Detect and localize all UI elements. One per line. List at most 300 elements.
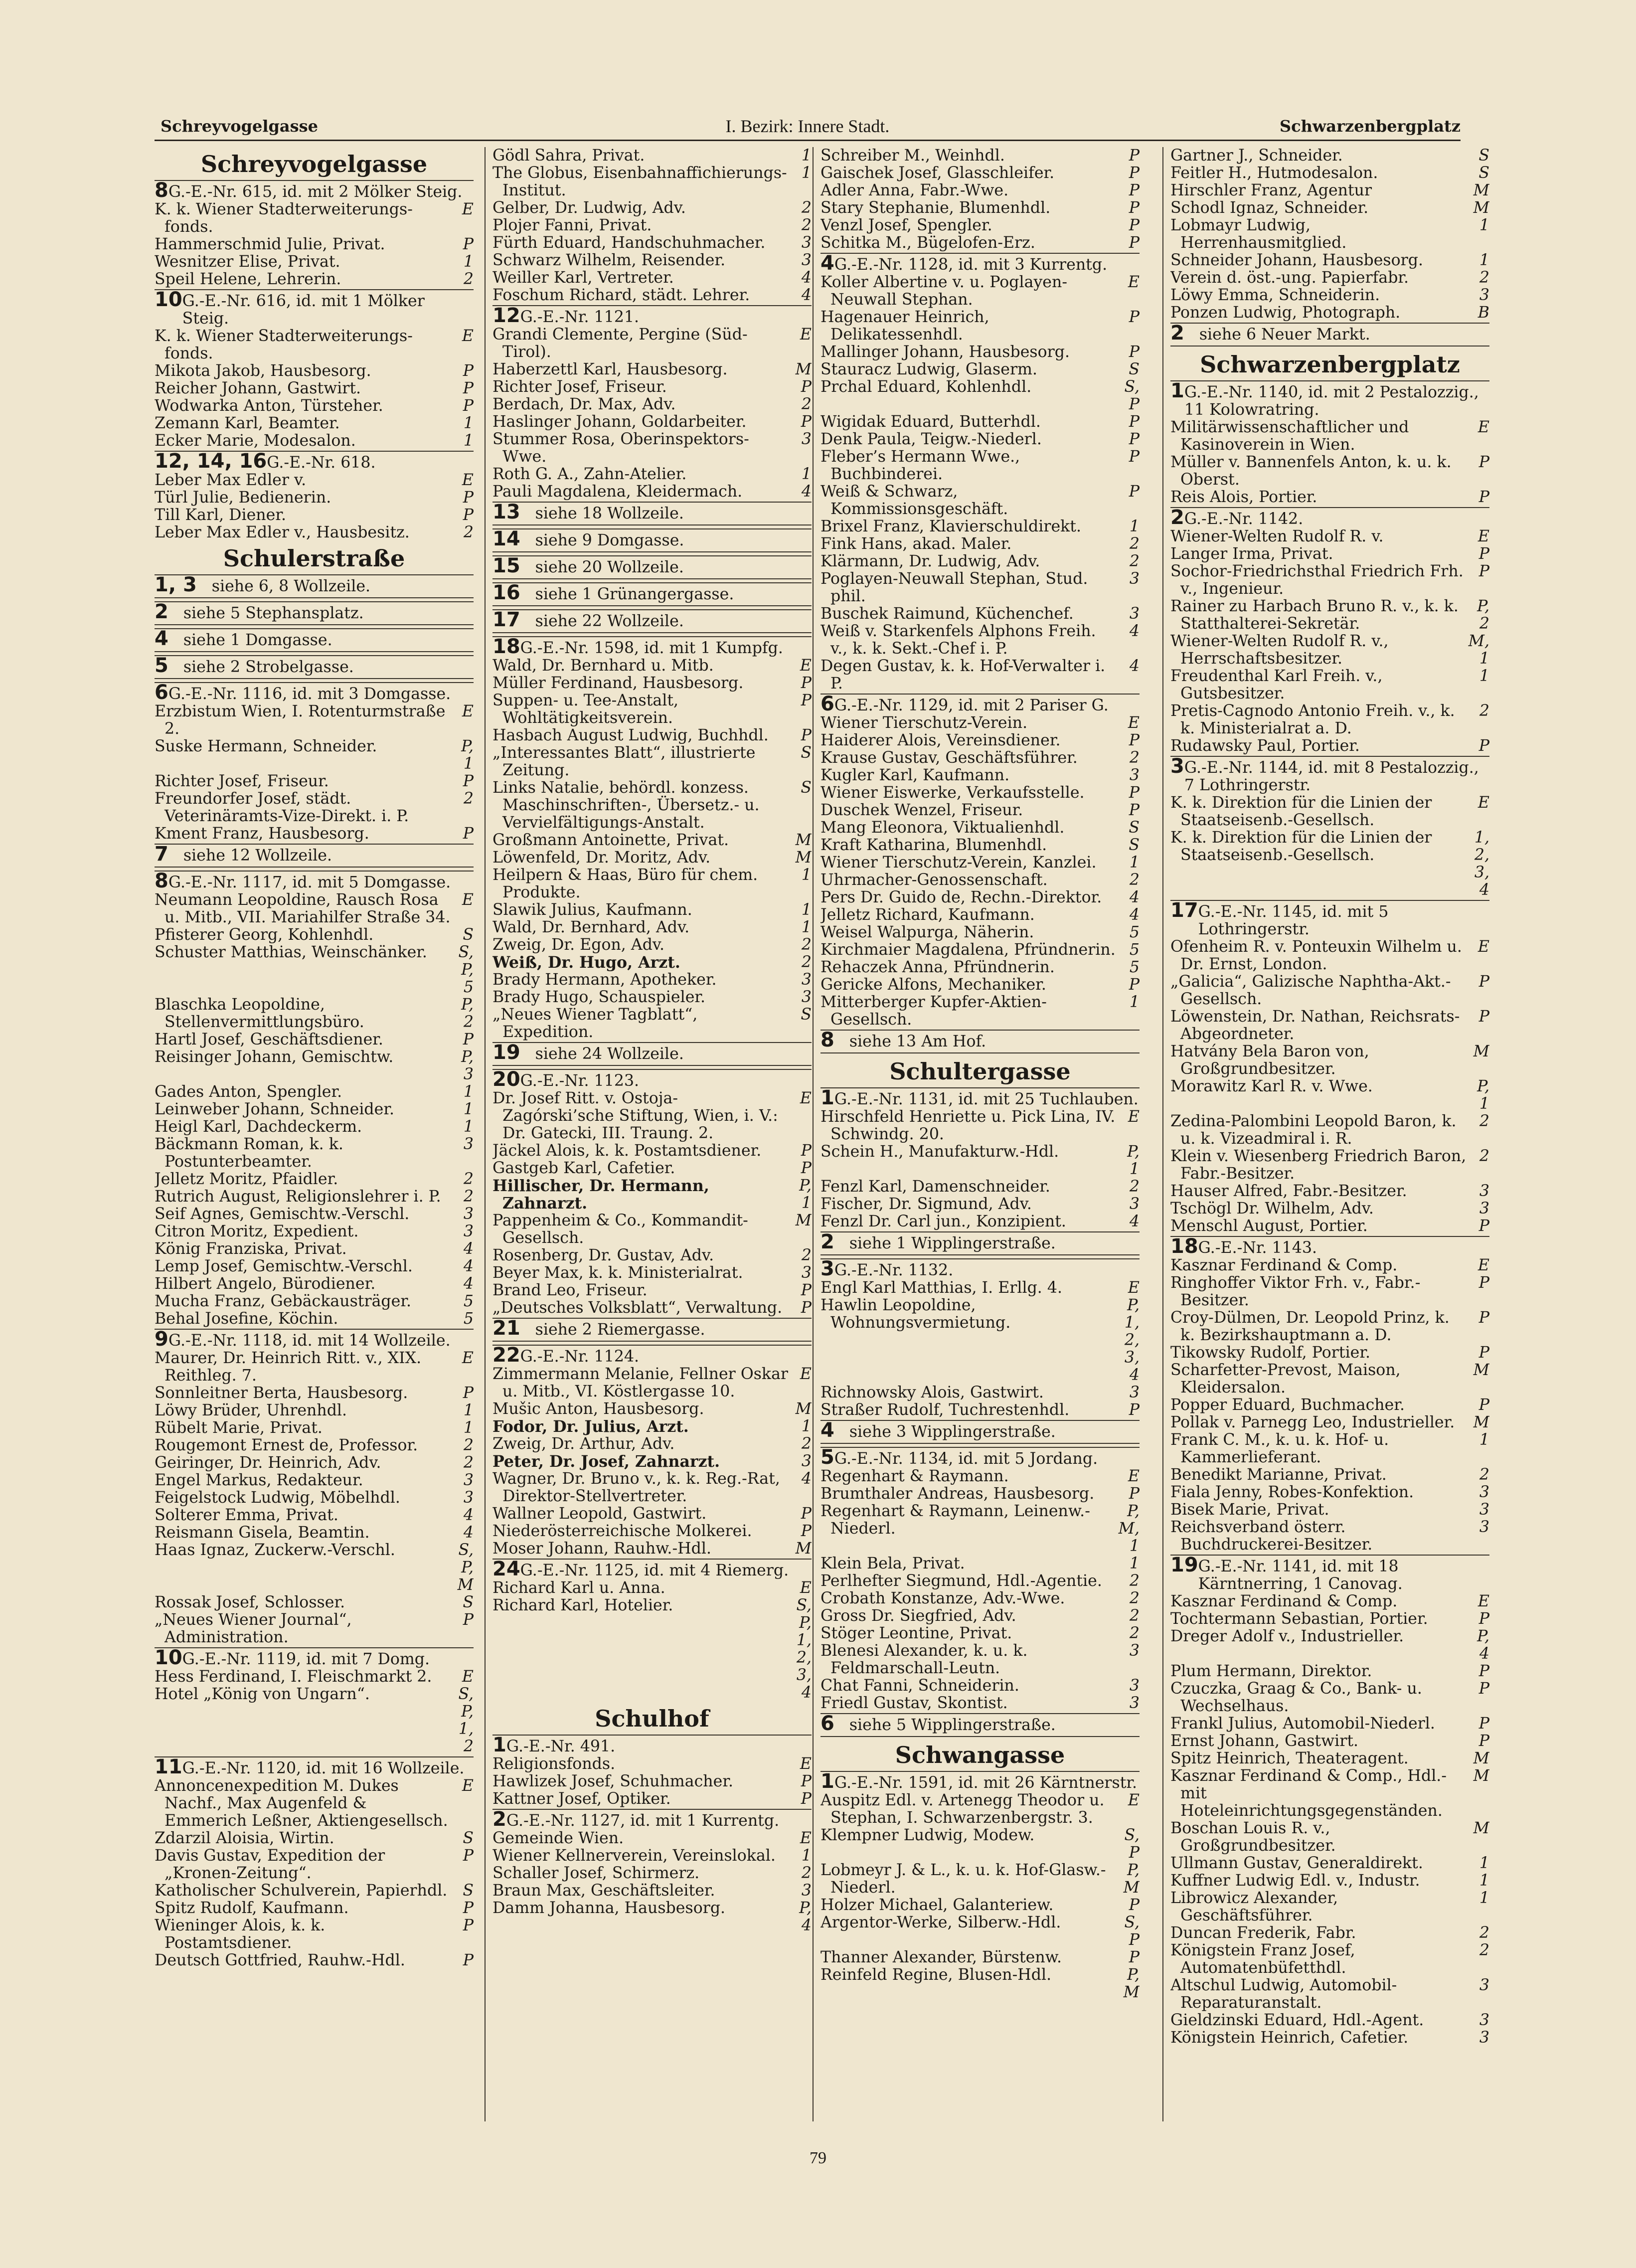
floor-code: 2 <box>1129 552 1140 570</box>
floor-code: 1 <box>801 918 812 936</box>
reference-text: siehe 2 Riemergasse. <box>535 1321 705 1339</box>
resident-name: Jelletz Moritz, Pfaidler. <box>155 1170 338 1188</box>
resident-name: Spitz Rudolf, Kaufmann. <box>155 1899 349 1917</box>
cross-reference <box>820 1420 1140 1444</box>
floor-code: P, M <box>1123 1861 1140 1897</box>
floor-code: M <box>1473 1413 1489 1431</box>
floor-code: E <box>1128 1279 1140 1297</box>
floor-code: M <box>1473 199 1489 217</box>
resident-name: Geiringer, Dr. Heinrich, Adv. <box>155 1454 381 1472</box>
resident-entry <box>155 1524 474 1542</box>
resident-name: Uhrmacher-Genossenschaft. <box>820 871 1048 889</box>
resident-name: Langer Irma, Privat. <box>1170 545 1333 563</box>
resident-name: Grandi Clemente, Pergine (Süd-Tirol). <box>492 326 748 361</box>
cross-reference <box>820 1030 1140 1053</box>
resident-entry <box>155 1917 474 1952</box>
house-register: G.-E.-Nr. 1118, id. mit 14 Wollzeile. <box>168 1332 451 1350</box>
resident-entry <box>820 749 1140 767</box>
resident-name: Lobmeyr J. & L., k. u. k. Hof-Glasw.-Niederl. <box>820 1861 1106 1897</box>
resident-name: Weiß, Dr. Hugo, Arzt. <box>492 953 680 972</box>
resident-name: Kasznar Ferdinand & Comp., Hdl.- mit Hoteleinrichtungsgegenständen. <box>1170 1767 1447 1820</box>
resident-name: Popper Eduard, Buchmacher. <box>1170 1396 1405 1414</box>
resident-name: Haberzettl Karl, Hausbesorg. <box>492 360 728 378</box>
house-entry <box>492 636 812 657</box>
floor-code: S, P, 5 <box>458 943 474 996</box>
floor-code: S, P, 1, 2 <box>458 1685 474 1755</box>
resident-entry <box>820 234 1140 252</box>
resident-entry <box>492 1882 812 1900</box>
floor-code: S <box>463 1829 474 1847</box>
resident-name: Speil Helene, Lehrerin. <box>155 270 341 288</box>
resident-entry <box>820 1695 1140 1712</box>
resident-entry <box>1170 1113 1489 1148</box>
floor-code: P <box>1129 199 1140 217</box>
page-number: 79 <box>810 2149 826 2167</box>
house-register: G.-E.-Nr. 1142. <box>1184 510 1304 528</box>
floor-code: E <box>462 702 474 720</box>
resident-name: Hatvány Bela Baron von, Großgrundbesitzer. <box>1170 1043 1369 1078</box>
resident-name: Frank C. M., k. u. k. Hof- u. Kammerlieferant. <box>1170 1431 1389 1466</box>
house-entry <box>155 1756 474 1777</box>
floor-code: P, M <box>1123 1966 1140 2001</box>
floor-code: S, P, M <box>457 1541 474 1594</box>
floor-code: P <box>1478 737 1489 755</box>
resident-name: Hartl Josef, Geschäftsdiener. <box>155 1031 383 1048</box>
resident-entry <box>820 924 1140 941</box>
resident-entry <box>820 872 1140 889</box>
resident-name: Richnowsky Alois, Gastwirt. <box>820 1384 1044 1401</box>
resident-name: Schodl Ignaz, Schneider. <box>1170 199 1369 217</box>
resident-name: Reis Alois, Portier. <box>1170 488 1317 506</box>
resident-name: Schaller Josef, Schirmerz. <box>492 1864 700 1882</box>
resident-entry <box>820 1503 1140 1555</box>
resident-entry <box>155 773 474 790</box>
resident-name: Davis Gustav, Expedition der „Kronen-Zeitung“. <box>155 1847 385 1882</box>
house-register: G.-E.-Nr. 1143. <box>1198 1239 1317 1257</box>
resident-name: Czuczka, Graag & Co., Bank- u. Wechselhaus. <box>1170 1680 1422 1715</box>
house-number: 15 <box>492 554 520 577</box>
resident-entry <box>492 971 812 989</box>
street-heading: Schwangasse <box>895 1742 1065 1768</box>
house-number: 1, 3 <box>155 573 197 596</box>
floor-code: 2 <box>1129 535 1140 553</box>
floor-code: E <box>462 1668 474 1686</box>
floor-code: 2 <box>463 523 474 541</box>
reference-text: siehe 2 Strobelgasse. <box>183 658 354 676</box>
resident-name: Klempner Ludwig, Modew. <box>820 1826 1035 1844</box>
resident-name: Hess Ferdinand, I. Fleischmarkt 2. <box>155 1668 432 1686</box>
street-heading: Schreyvogelgasse <box>200 151 428 177</box>
resident-name: Stary Stephanie, Blumenhdl. <box>820 199 1051 217</box>
resident-name: Kment Franz, Hausbesorg. <box>155 825 369 843</box>
floor-code: 2 <box>1479 702 1489 720</box>
resident-name: Hotel „König von Ungarn“. <box>155 1685 370 1703</box>
resident-name: Hammerschmid Julie, Privat. <box>155 235 385 253</box>
resident-name: Duncan Frederik, Fabr. <box>1170 1924 1356 1942</box>
resident-name: K. k. Wiener Stadterweiterungs-fonds. <box>155 200 413 236</box>
resident-entry <box>820 1196 1140 1213</box>
floor-code: 4 <box>463 1275 474 1293</box>
resident-name: Croy-Dülmen, Dr. Leopold Prinz, k. k. Bezirkshauptmann a. D. <box>1170 1309 1450 1344</box>
directory-column-3 <box>820 147 1140 2121</box>
resident-name: Ullmann Gustav, Generaldirekt. <box>1170 1854 1423 1872</box>
resident-name: „Neues Wiener Journal“, Administration. <box>155 1611 352 1646</box>
resident-entry <box>155 489 474 507</box>
resident-entry <box>155 253 474 271</box>
floor-code: 2 <box>1129 871 1140 889</box>
resident-name: Menschl August, Portier. <box>1170 1217 1368 1235</box>
resident-entry <box>492 147 812 165</box>
resident-name: Zedina-Palombini Leopold Baron, k. u. k. Vizeadmiral i. R. <box>1170 1112 1457 1148</box>
resident-entry <box>820 274 1140 309</box>
floor-code: P <box>801 1790 812 1808</box>
floor-code: S <box>1129 836 1140 854</box>
resident-entry <box>492 1847 812 1865</box>
resident-name: Gastgeb Karl, Cafetier. <box>492 1159 675 1177</box>
house-register: G.-E.-Nr. 616, id. mit 1 Mölker Steig. <box>182 292 425 328</box>
floor-code: P <box>801 1142 812 1160</box>
resident-entry <box>1170 1767 1489 1820</box>
floor-code: E <box>1128 1791 1140 1809</box>
resident-entry <box>1170 702 1489 737</box>
resident-entry <box>492 1177 812 1212</box>
resident-entry <box>492 361 812 378</box>
resident-entry <box>820 1143 1140 1178</box>
resident-name: Kraft Katharina, Blumenhdl. <box>820 836 1047 854</box>
resident-entry <box>820 1607 1140 1625</box>
resident-entry <box>820 994 1140 1029</box>
resident-entry <box>820 784 1140 802</box>
floor-code: 4 <box>1129 1213 1140 1230</box>
floor-code: 2 <box>1479 269 1489 287</box>
floor-code: 2 <box>1129 1624 1140 1642</box>
resident-name: Weiß & Schwarz, Kommissionsgeschäft. <box>820 483 1008 518</box>
floor-code: 2 <box>801 1435 812 1453</box>
floor-code: P <box>1478 973 1489 991</box>
floor-code: P <box>1478 562 1489 580</box>
floor-code: E <box>1477 1256 1489 1274</box>
floor-code: E <box>800 1829 812 1847</box>
resident-name: Wesnitzer Elise, Privat. <box>155 253 340 271</box>
resident-name: Till Karl, Diener. <box>155 506 287 524</box>
cross-reference <box>155 601 474 625</box>
resident-entry <box>1170 1820 1489 1855</box>
floor-code: M <box>1473 1043 1489 1060</box>
house-register: G.-E.-Nr. 1129, id. mit 2 Pariser G. <box>834 697 1109 714</box>
cross-reference <box>155 628 474 652</box>
resident-entry <box>1170 2029 1489 2047</box>
reference-text: siehe 6 Neuer Markt. <box>1199 326 1370 344</box>
resident-name: Reisinger Johann, Gemischtw. <box>155 1048 394 1066</box>
street-heading: Schultergasse <box>889 1058 1071 1085</box>
resident-name: Boschan Louis R. v., Großgrundbesitzer. <box>1170 1819 1336 1855</box>
floor-code: 1 <box>801 147 812 165</box>
resident-name: Wiener Tierschutz-Verein. <box>820 714 1028 732</box>
floor-code: P <box>463 1384 474 1402</box>
floor-code: 4 <box>1129 657 1140 675</box>
floor-code: S <box>801 1006 812 1024</box>
floor-code: M <box>1473 1767 1489 1785</box>
resident-entry <box>1170 199 1489 217</box>
resident-entry <box>155 397 474 415</box>
floor-code: 1 <box>801 1417 812 1435</box>
resident-name: Haslinger Johann, Goldarbeiter. <box>492 413 747 431</box>
resident-name: Religionsfonds. <box>492 1755 616 1773</box>
floor-code: E <box>462 327 474 345</box>
resident-entry <box>820 1949 1140 1966</box>
resident-entry <box>820 344 1140 361</box>
floor-code: E <box>462 891 474 909</box>
floor-code: 4 <box>1129 888 1140 906</box>
resident-name: Wiener-Welten Rudolf R. v. <box>1170 527 1384 545</box>
floor-code: 1 <box>1479 1431 1489 1449</box>
resident-entry <box>155 472 474 489</box>
floor-code: P <box>1129 147 1140 165</box>
floor-code: S <box>801 744 812 762</box>
house-entry <box>1170 507 1489 528</box>
floor-code: E <box>800 1755 812 1773</box>
resident-entry <box>492 1006 812 1041</box>
resident-entry <box>820 1642 1140 1677</box>
floor-code: P, 4 <box>799 1899 812 1934</box>
header-district: I. Bezirk: Innere Stadt. <box>725 116 890 136</box>
resident-name: Gödl Sahra, Privat. <box>492 147 645 165</box>
house-register: G.-E.-Nr. 1145, id. mit 5 Lothringerstr. <box>1198 903 1389 938</box>
resident-name: Hauser Alfred, Fabr.-Besitzer. <box>1170 1182 1407 1200</box>
resident-entry <box>492 1160 812 1177</box>
house-register: G.-E.-Nr. 1121. <box>520 308 640 326</box>
floor-code: S <box>1129 360 1140 378</box>
resident-entry <box>155 1489 474 1507</box>
resident-entry <box>155 1118 474 1136</box>
resident-name: Ofenheim R. v. Ponteuxin Wilhelm u. Dr. Ernst, London. <box>1170 938 1462 973</box>
floor-code: P, 2 <box>1477 597 1489 633</box>
floor-code: 3 <box>1129 1384 1140 1401</box>
cross-reference <box>155 655 474 679</box>
reference-text: siehe 20 Wollzeile. <box>535 558 684 576</box>
resident-name: „Deutsches Volksblatt“, Verwaltung. <box>492 1299 783 1317</box>
resident-entry <box>155 825 474 843</box>
floor-code: 2 <box>1479 1112 1489 1130</box>
floor-code: 1 <box>1129 1555 1140 1572</box>
floor-code: 1 <box>1479 1872 1489 1890</box>
floor-code: 1 <box>1479 667 1489 685</box>
resident-name: Leinweber Johann, Schneider. <box>155 1100 395 1118</box>
resident-entry <box>1170 1148 1489 1183</box>
resident-name: Auspitz Edl. v. Artenegg Theodor u. Stephan, I. Schwarzenbergstr. 3. <box>820 1791 1105 1827</box>
house-number: 20 <box>492 1068 520 1091</box>
resident-name: Dreger Adolf v., Industrieller. <box>1170 1627 1404 1645</box>
resident-name: Brand Leo, Friseur. <box>492 1281 648 1299</box>
floor-code: P, 1 <box>1477 1077 1489 1113</box>
resident-entry <box>492 234 812 252</box>
resident-entry <box>820 1827 1140 1862</box>
resident-entry <box>1170 668 1489 702</box>
floor-code: P <box>1478 1396 1489 1414</box>
floor-code: P <box>1129 483 1140 501</box>
resident-name: Löwy Brüder, Uhrenhdl. <box>155 1401 347 1419</box>
resident-name: Wodwarka Anton, Türsteher. <box>155 397 383 415</box>
floor-code: S <box>1478 164 1489 182</box>
resident-name: Maurer, Dr. Heinrich Ritt. v., XIX. Reithleg. 7. <box>155 1349 422 1385</box>
resident-entry <box>155 328 474 362</box>
house-register: G.-E.-Nr. 1124. <box>520 1348 640 1366</box>
resident-entry <box>820 309 1140 344</box>
house-entry <box>820 253 1140 274</box>
house-entry <box>1170 756 1489 794</box>
resident-entry <box>492 901 812 919</box>
resident-entry <box>820 1677 1140 1695</box>
resident-name: Klein v. Wiesenberg Friedrich Baron, Fabr.-Besitzer. <box>1170 1147 1467 1183</box>
floor-code: E <box>800 1365 812 1383</box>
resident-name: Schneider Johann, Hausbesorg. <box>1170 251 1424 269</box>
resident-name: Hawlizek Josef, Schuhmacher. <box>492 1772 734 1790</box>
resident-entry <box>1170 1078 1489 1113</box>
resident-entry <box>820 1108 1140 1143</box>
resident-entry <box>820 165 1140 182</box>
resident-name: Rougemont Ernest de, Professor. <box>155 1436 418 1454</box>
resident-entry <box>155 703 474 738</box>
house-register: G.-E.-Nr. 1125, id. mit 4 Riemerg. <box>520 1562 789 1579</box>
floor-code: 4 <box>1129 906 1140 924</box>
resident-name: Wallner Leopold, Gastwirt. <box>492 1505 707 1523</box>
resident-entry <box>155 1083 474 1101</box>
floor-code: M <box>1473 1819 1489 1837</box>
resident-entry <box>492 217 812 234</box>
resident-name: Dr. Josef Ritt. v. Ostoja-Zagórski’sche Stiftung, Wien, i. V.: Dr. Gatecki, III. Traung. 2. <box>492 1089 778 1142</box>
resident-entry <box>492 431 812 466</box>
resident-entry <box>155 507 474 524</box>
floor-code: 3 <box>1479 1182 1489 1200</box>
cross-reference <box>492 1042 812 1066</box>
reference-text: siehe 5 Stephansplatz. <box>183 604 364 622</box>
resident-entry <box>155 362 474 380</box>
floor-code: 3 <box>1129 1642 1140 1660</box>
floor-code: 3 <box>1479 286 1489 304</box>
floor-code: 3 <box>463 1205 474 1223</box>
resident-name: Blaschka Leopoldine, Stellenvermittlungsbüro. <box>155 996 364 1031</box>
resident-entry <box>1170 1924 1489 1942</box>
column-divider <box>1162 147 1163 2121</box>
floor-code: P <box>463 1031 474 1048</box>
resident-name: Sonnleitner Berta, Hausbesorg. <box>155 1384 408 1402</box>
floor-code: 2 <box>1479 1466 1489 1484</box>
house-number: 9 <box>155 1328 168 1351</box>
resident-entry <box>1170 182 1489 199</box>
resident-name: Weiß v. Starkenfels Alphons Freih. v., k. k. Sekt.-Chef i. P. <box>820 622 1096 658</box>
resident-entry <box>155 1188 474 1206</box>
resident-entry <box>492 199 812 217</box>
floor-code: P <box>1129 784 1140 802</box>
resident-entry <box>492 1282 812 1299</box>
floor-code: 3 <box>801 430 812 448</box>
resident-entry <box>1170 598 1489 633</box>
floor-code: 1 <box>1129 993 1140 1011</box>
resident-entry <box>492 269 812 287</box>
floor-code: P, M, 1 <box>1118 1502 1140 1555</box>
floor-code: M <box>795 1212 812 1229</box>
house-entry <box>155 1647 474 1668</box>
floor-code: M <box>795 360 812 378</box>
resident-name: Mitterberger Kupfer-Aktien-Gesellsch. <box>820 993 1047 1029</box>
resident-entry <box>1170 973 1489 1008</box>
resident-entry <box>492 252 812 269</box>
floor-code: P <box>1129 448 1140 466</box>
resident-name: Wald, Dr. Bernhard u. Mitb. <box>492 657 714 675</box>
resident-name: Roth G. A., Zahn-Atelier. <box>492 465 687 483</box>
resident-name: Wiener-Welten Rudolf R. v., Herrschaftsbesitzer. <box>1170 632 1389 668</box>
floor-code: 1 <box>463 253 474 271</box>
resident-entry <box>155 524 474 541</box>
floor-code: 1 <box>463 1083 474 1101</box>
floor-code: P <box>801 1281 812 1299</box>
cross-reference <box>492 609 812 633</box>
resident-entry <box>1170 1501 1489 1519</box>
floor-code: 1 <box>1129 518 1140 535</box>
floor-code: S, P <box>1124 1914 1140 1949</box>
house-number: 18 <box>492 635 520 658</box>
floor-code: E <box>1477 938 1489 956</box>
resident-entry <box>820 1485 1140 1503</box>
resident-name: The Globus, Eisenbahnaffichierungs-Institut. <box>492 164 787 199</box>
floor-code: P <box>1129 413 1140 431</box>
house-entry <box>1170 380 1489 419</box>
resident-entry <box>820 959 1140 976</box>
resident-entry <box>820 378 1140 413</box>
floor-code: P <box>1478 1217 1489 1235</box>
floor-code: P <box>1129 1485 1140 1503</box>
resident-name: Rossak Josef, Schlosser. <box>155 1593 345 1611</box>
resident-entry <box>155 1048 474 1083</box>
floor-code: P <box>1478 1274 1489 1292</box>
house-number: 6 <box>820 1712 834 1735</box>
resident-name: Fenzl Dr. Carl jun., Konzipient. <box>820 1213 1066 1230</box>
floor-code: E <box>800 657 812 675</box>
floor-code: 3 <box>801 988 812 1006</box>
resident-name: Gross Dr. Siegfried, Adv. <box>820 1607 1016 1625</box>
floor-code: 2 <box>1479 1924 1489 1942</box>
resident-entry <box>492 1264 812 1282</box>
resident-name: Kirchmaier Magdalena, Pfründnerin. <box>820 941 1116 959</box>
resident-name: Richter Josef, Friseur. <box>155 772 329 790</box>
resident-name: Schein H., Manufakturw.-Hdl. <box>820 1143 1059 1161</box>
resident-entry <box>820 1914 1140 1949</box>
house-number: 13 <box>492 501 520 523</box>
house-entry <box>1170 900 1489 938</box>
directory-column-2 <box>492 147 812 2121</box>
floor-code: S, P <box>1124 1826 1140 1862</box>
resident-name: Reinfeld Regine, Blusen-Hdl. <box>820 1966 1052 1984</box>
floor-code: M <box>795 849 812 867</box>
resident-entry <box>155 1882 474 1900</box>
resident-entry <box>492 326 812 361</box>
resident-name: Solterer Emma, Privat. <box>155 1506 338 1524</box>
floor-code: P, 1 <box>1127 1143 1140 1178</box>
resident-name: Reicher Johann, Gastwirt. <box>155 379 361 397</box>
resident-entry <box>820 819 1140 837</box>
resident-name: Straßer Rudolf, Tuchrestenhdl. <box>820 1401 1070 1419</box>
resident-entry <box>820 199 1140 217</box>
floor-code: 3 <box>1129 1195 1140 1213</box>
resident-name: K. k. Wiener Stadterweiterungs-fonds. <box>155 327 413 362</box>
floor-code: P <box>801 1299 812 1317</box>
resident-name: Peter, Dr. Josef, Zahnarzt. <box>492 1452 720 1471</box>
resident-name: Wiener Eiswerke, Verkaufsstelle. <box>820 784 1085 802</box>
resident-entry <box>820 1279 1140 1297</box>
cross-reference <box>492 528 812 552</box>
resident-name: Pauli Magdalena, Kleidermach. <box>492 483 743 501</box>
resident-entry <box>492 1755 812 1773</box>
